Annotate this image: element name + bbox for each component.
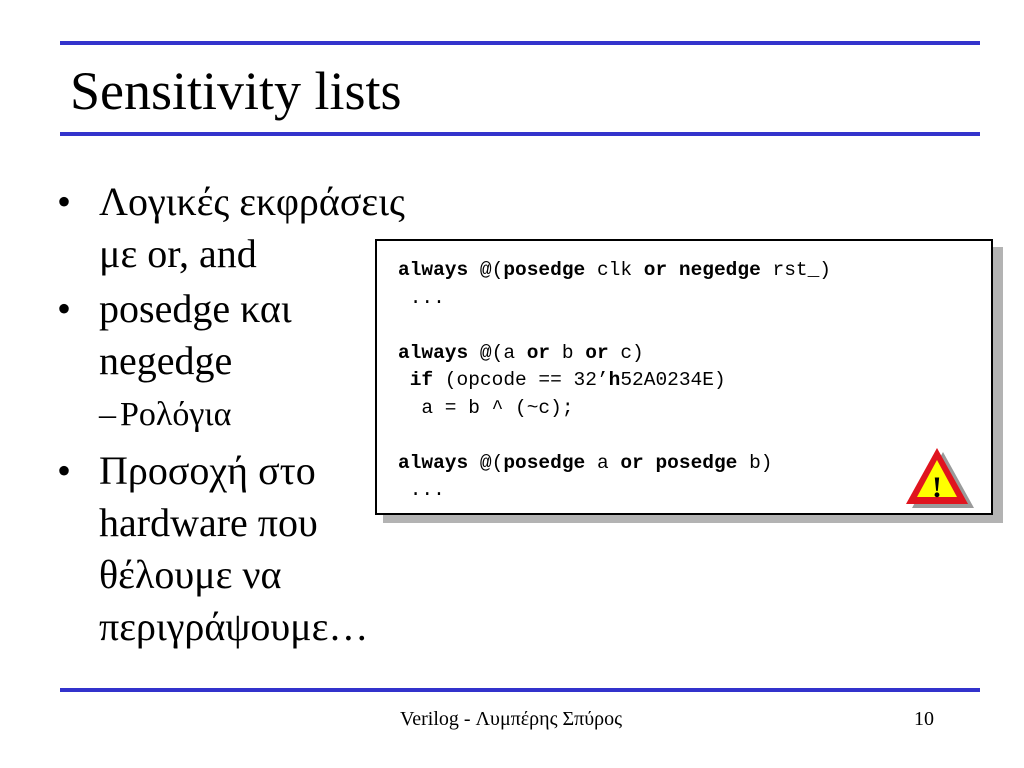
code-text <box>644 452 656 474</box>
bullet-item-1 <box>57 176 405 280</box>
bullet-1-line-1: Λογικές εκφράσεις <box>99 179 405 224</box>
page-number: 10 <box>914 708 934 730</box>
code-keyword: negedge <box>678 259 761 281</box>
bullet-3-line-3: θέλουμε να <box>99 552 282 597</box>
code-keyword: always <box>398 341 469 364</box>
code-text: 52A0234E) <box>620 369 726 391</box>
code-keyword: or <box>643 259 668 281</box>
bullet-1-line-2: με or, and <box>99 231 257 276</box>
code-line <box>398 397 574 419</box>
bullet-3-line-2: hardware που <box>99 500 318 545</box>
footer-text: Verilog - Λυμπέρης Σπύρος <box>400 708 623 730</box>
code-line <box>398 287 445 309</box>
bullet-item-2 <box>57 283 292 387</box>
code-keyword: h <box>608 369 621 391</box>
code-keyword: always <box>398 451 469 474</box>
slide-title: Sensitivity lists <box>70 61 402 121</box>
code-keyword: always <box>398 259 469 281</box>
bullet-marker: • <box>57 286 72 331</box>
code-text: rst_) <box>760 259 832 281</box>
code-text: b <box>550 341 586 364</box>
code-line <box>398 479 445 501</box>
code-text: @(a <box>468 341 527 364</box>
code-line <box>398 452 773 474</box>
bullet-marker: • <box>57 179 72 224</box>
title-rule <box>60 132 980 136</box>
bullet-3-line-1: Προσοχή στο <box>99 448 316 493</box>
warning-icon-symbol: ! <box>932 471 942 504</box>
code-text <box>667 259 679 281</box>
code-text: (opcode == 32’ <box>433 369 609 391</box>
code-text: clk <box>585 259 644 281</box>
code-line <box>398 259 831 281</box>
code-keyword: posedge <box>503 451 586 474</box>
bullet-2-line-2: negedge <box>99 338 233 383</box>
bullet-3-line-4: περιγράψουμε… <box>99 604 369 649</box>
code-line <box>398 342 644 364</box>
code-keyword: or <box>526 341 551 364</box>
code-text: ... <box>398 286 445 309</box>
code-text <box>398 369 410 391</box>
code-text: a <box>585 451 621 474</box>
footer-rule <box>60 688 980 692</box>
code-text: c) <box>608 341 644 364</box>
verilog-code-block <box>398 257 831 505</box>
subbullet-1-text: Ρολόγια <box>120 396 232 433</box>
code-text: @( <box>468 259 504 281</box>
code-text: @( <box>468 451 504 474</box>
subbullet-marker: – <box>99 396 116 433</box>
code-text: ... <box>398 479 445 501</box>
bullet-marker: • <box>57 448 72 493</box>
subbullet-item-1 <box>99 392 232 438</box>
code-keyword: posedge <box>503 259 586 281</box>
code-text: a = b ^ (~c); <box>398 396 574 419</box>
bullet-item-3 <box>57 445 369 653</box>
code-text: b) <box>737 451 773 474</box>
code-box <box>375 239 993 515</box>
warning-triangle-icon <box>904 444 976 512</box>
code-line <box>398 369 726 391</box>
code-keyword: posedge <box>655 451 738 474</box>
code-keyword: or <box>585 341 609 364</box>
code-keyword: if <box>409 369 434 391</box>
code-keyword: or <box>620 451 644 474</box>
bullet-2-line-1: posedge και <box>99 286 292 331</box>
top-rule <box>60 41 980 45</box>
